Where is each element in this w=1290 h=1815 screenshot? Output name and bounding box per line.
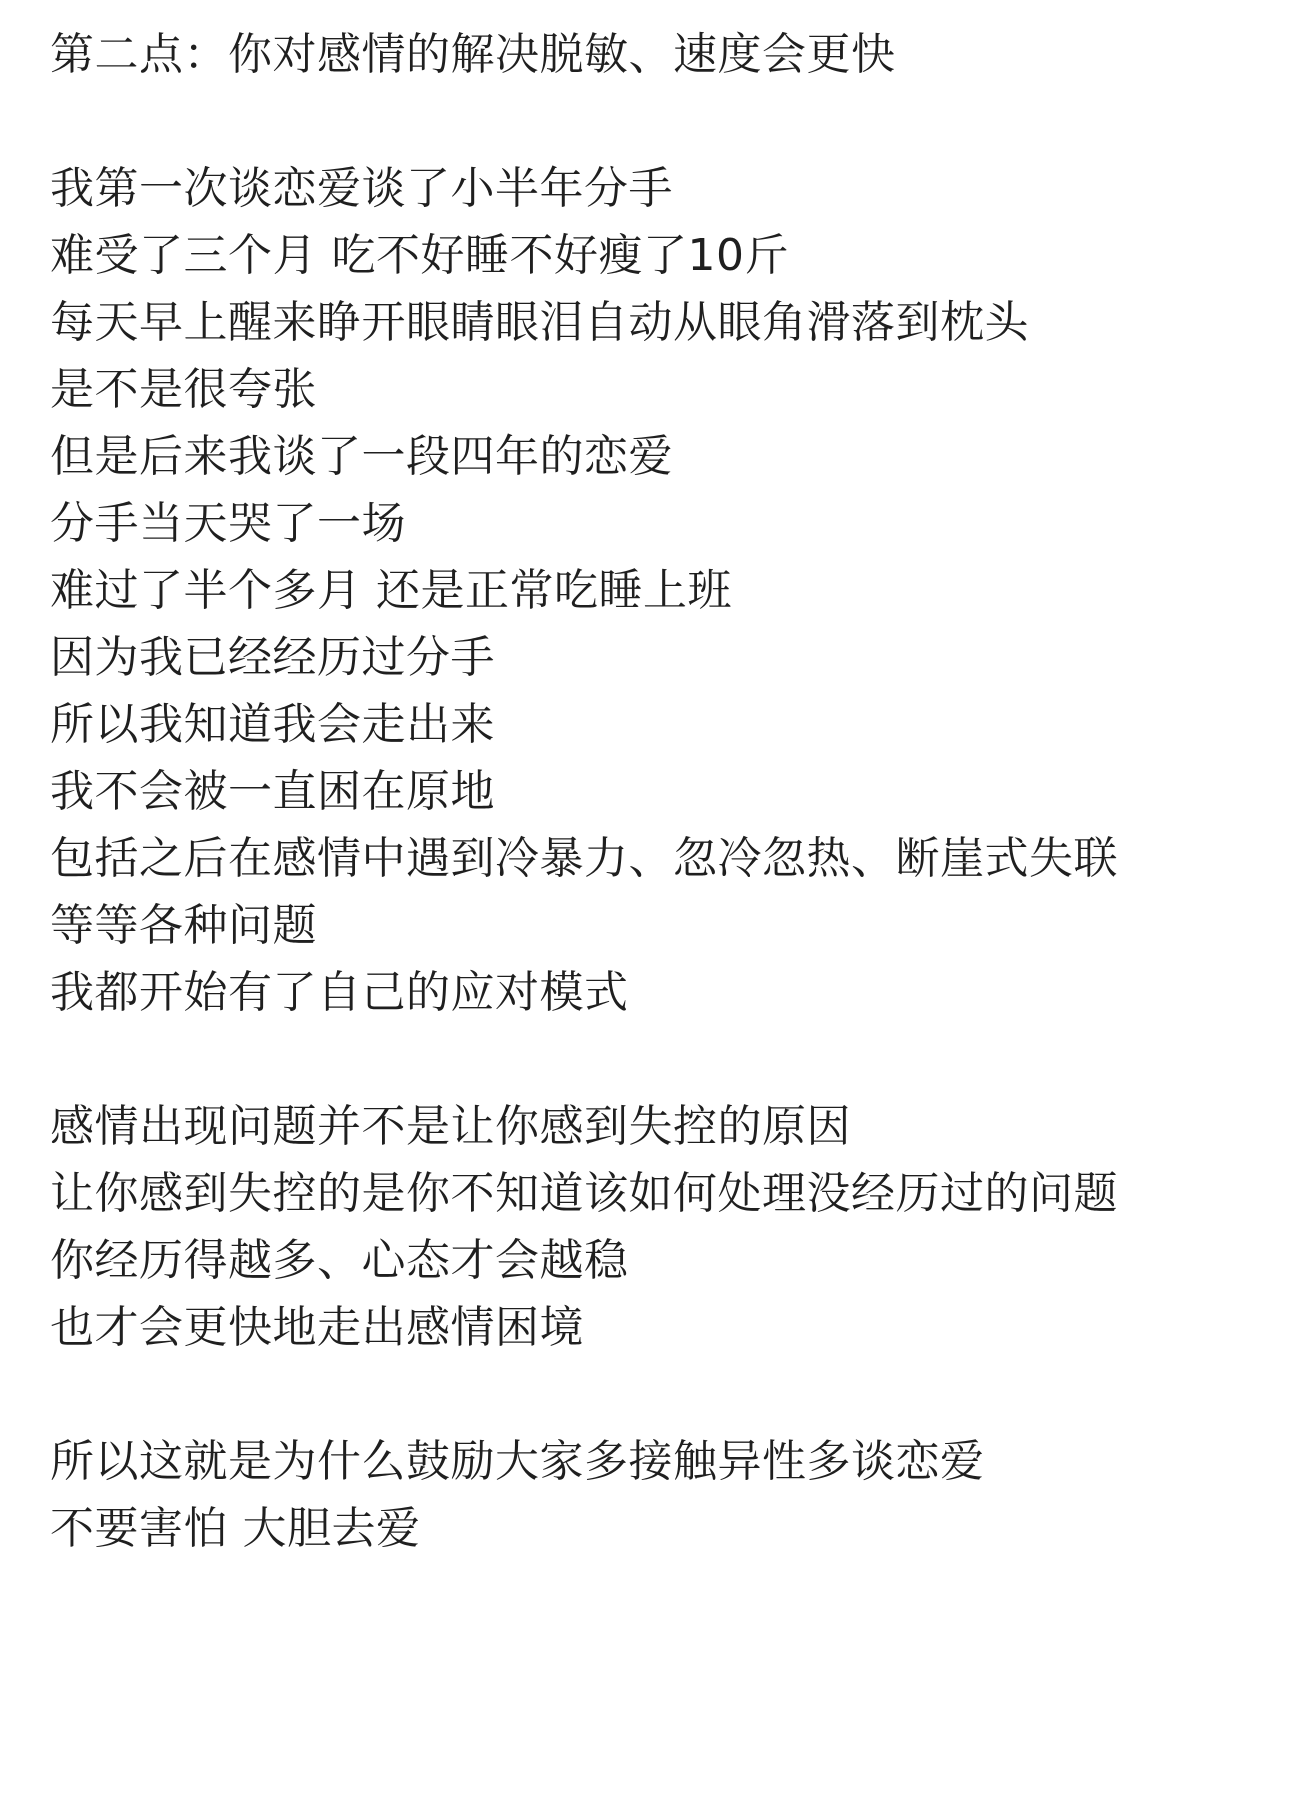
text-line: 难受了三个月 吃不好睡不好瘦了10斤 [50, 230, 789, 281]
text-line: 我不会被一直困在原地 [50, 766, 495, 817]
text-line: 等等各种问题 [50, 900, 317, 951]
paragraph-heading [50, 21, 1270, 88]
post-body [50, 21, 1270, 1562]
text-line: 但是后来我谈了一段四年的恋爱 [50, 431, 673, 482]
text-line: 难过了半个多月 还是正常吃睡上班 [50, 565, 732, 616]
text-line: 分手当天哭了一场 [50, 498, 406, 549]
text-line: 我第一次谈恋爱谈了小半年分手 [50, 163, 673, 214]
text-line: 不要害怕 大胆去爱 [50, 1503, 421, 1554]
paragraph-story [50, 155, 1270, 1026]
text-line: 所以这就是为什么鼓励大家多接触异性多谈恋爱 [50, 1436, 985, 1487]
text-line: 让你感到失控的是你不知道该如何处理没经历过的问题 [50, 1168, 1118, 1219]
text-line: 是不是很夸张 [50, 364, 317, 415]
text-line: 每天早上醒来睁开眼睛眼泪自动从眼角滑落到枕头 [50, 297, 1029, 348]
text-line: 第二点：你对感情的解决脱敏、速度会更快 [50, 29, 896, 80]
text-line: 包括之后在感情中遇到冷暴力、忽冷忽热、断崖式失联 [50, 833, 1118, 884]
paragraph-insight [50, 1093, 1270, 1361]
text-line: 也才会更快地走出感情困境 [50, 1302, 584, 1353]
text-line: 所以我知道我会走出来 [50, 699, 495, 750]
text-line: 我都开始有了自己的应对模式 [50, 967, 629, 1018]
text-line: 感情出现问题并不是让你感到失控的原因 [50, 1101, 851, 1152]
text-line: 因为我已经经历过分手 [50, 632, 495, 683]
text-line: 你经历得越多、心态才会越稳 [50, 1235, 629, 1286]
paragraph-conclusion [50, 1428, 1270, 1562]
